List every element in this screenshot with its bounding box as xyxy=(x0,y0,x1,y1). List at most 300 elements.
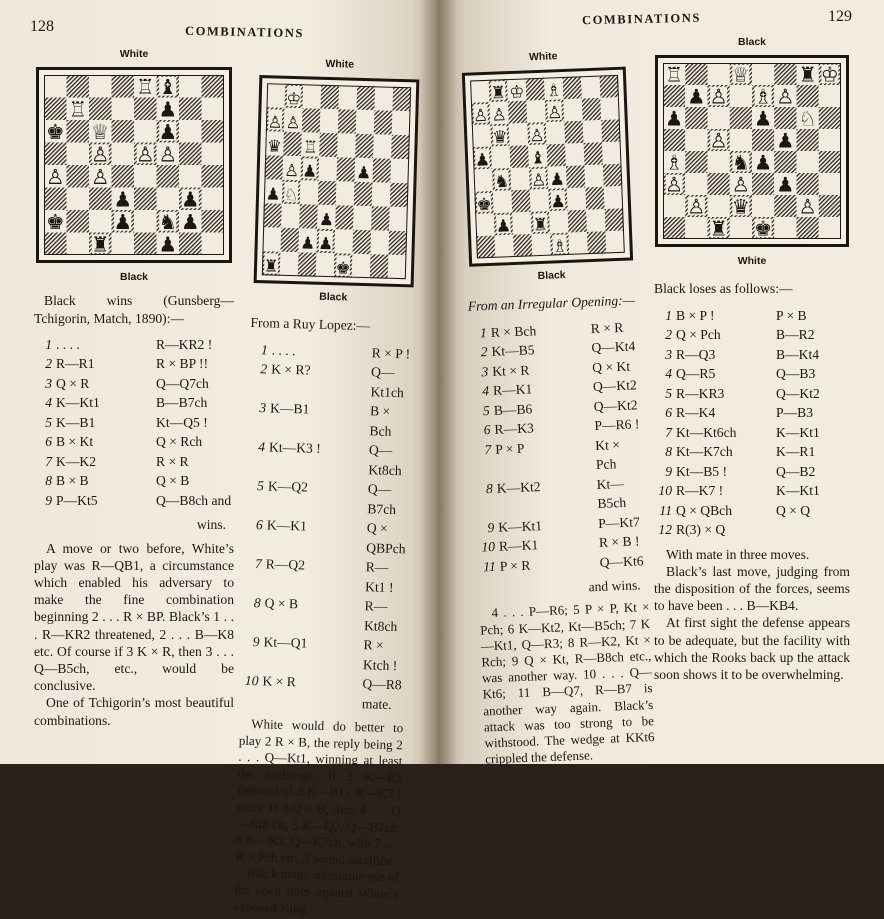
commentary-paragraph: One of Tchigorin’s most beautiful combinations. xyxy=(34,695,234,728)
dark-square xyxy=(372,158,391,182)
light-square xyxy=(708,63,730,85)
black-move: Q—B8ch and xyxy=(156,492,232,508)
move-number: 1 xyxy=(45,336,52,352)
dark-square xyxy=(774,107,796,129)
move-number: 9 xyxy=(487,519,495,535)
black-queen-icon: ♛ xyxy=(492,127,509,149)
light-square xyxy=(470,80,489,103)
dark-square xyxy=(302,108,321,132)
diagram-top-label: White xyxy=(119,48,149,60)
light-square xyxy=(495,235,514,258)
move-list xyxy=(34,335,234,511)
black-move: P × B xyxy=(776,307,807,323)
move-number: 4 xyxy=(258,439,266,455)
black-move: K—R1 xyxy=(776,444,816,460)
black-knight-icon: ♞ xyxy=(493,172,510,193)
black-move: Q—R8 mate. xyxy=(361,676,402,712)
move-row xyxy=(34,452,234,472)
board-grid xyxy=(663,63,841,239)
dark-square xyxy=(44,98,67,121)
black-pawn-icon: ♟ xyxy=(158,120,178,145)
white-pawn-icon: ♙ xyxy=(491,105,508,126)
dark-square xyxy=(263,203,282,227)
dark-square xyxy=(335,205,354,229)
move-number: 4 xyxy=(45,395,52,411)
dark-square xyxy=(298,252,317,276)
black-move: Q—Kt2 xyxy=(593,396,638,414)
white-rook-icon: ♖ xyxy=(302,137,319,158)
white-bishop-icon: ♗ xyxy=(665,150,684,175)
white-pawn-icon: ♙ xyxy=(731,172,750,197)
white-pawn-icon: ♙ xyxy=(798,194,817,219)
light-square xyxy=(819,85,841,107)
light-square xyxy=(337,133,356,157)
move-number: 10 xyxy=(481,539,496,555)
right-page xyxy=(438,0,884,767)
light-square xyxy=(532,234,551,257)
black-move: Q × Rch xyxy=(156,434,203,450)
black-move: Q—B3 xyxy=(776,366,816,382)
dark-square xyxy=(112,120,135,143)
dark-square xyxy=(134,233,157,256)
black-move: Q × Kt xyxy=(591,358,631,375)
black-pawn-icon: ♟ xyxy=(754,150,773,175)
black-king-icon: ♚ xyxy=(335,258,351,279)
white-knight-icon: ♘ xyxy=(798,106,817,131)
white-move: . . . . xyxy=(56,336,80,352)
light-square xyxy=(491,146,510,169)
black-move: R × Ktch ! xyxy=(362,637,398,673)
black-move: R—Kt1 ! xyxy=(364,559,394,595)
dark-square xyxy=(797,129,819,151)
move-number: 7 xyxy=(254,556,262,572)
chess-diagram xyxy=(36,67,232,263)
black-move: K—Kt1 xyxy=(776,483,820,499)
move-number: 2 xyxy=(260,361,268,377)
light-square xyxy=(202,188,225,211)
black-move xyxy=(776,520,850,540)
white-move: R—K1 xyxy=(498,537,539,554)
white-move: K—Q2 xyxy=(267,478,309,495)
light-square xyxy=(134,120,157,143)
dark-square xyxy=(797,173,819,195)
black-pawn-icon: ♟ xyxy=(318,210,335,230)
black-pawn-icon: ♟ xyxy=(356,163,372,183)
light-square xyxy=(388,255,407,279)
black-move: Kt—Q5 ! xyxy=(156,414,208,430)
move-number: 3 xyxy=(45,375,52,391)
light-square xyxy=(819,173,841,195)
black-move: Kt—B5ch xyxy=(596,475,627,512)
light-square xyxy=(389,207,408,231)
white-pawn-icon: ♙ xyxy=(546,103,563,124)
light-square xyxy=(202,98,225,121)
dark-square xyxy=(202,120,225,143)
white-pawn-icon: ♙ xyxy=(709,128,728,153)
light-square xyxy=(134,165,157,188)
black-move: P—B3 xyxy=(776,405,814,421)
light-square xyxy=(202,143,225,166)
light-square xyxy=(338,85,357,109)
dark-square xyxy=(774,151,796,173)
dark-square xyxy=(338,109,357,133)
light-square xyxy=(685,129,707,151)
black-move: Kt × Pch xyxy=(594,436,621,473)
black-move: Q—B7ch xyxy=(367,481,397,517)
running-head: COMBINATIONS xyxy=(581,10,702,28)
light-square xyxy=(511,168,530,191)
commentary-paragraph: White would do better to play 2 R × B, the reply being 2 . . . Q—Kt1, winning at least the exchange. If 3 K—R3 (instead of 3 K—B1), R—K3 ! wins. If 4 Q × B, then 4 . . . Q—Kt8 ch; 5 K—Q2, Q—B7ch; 6 K—K3, Q—K7ch, with 7 . . . R × Pch etc. A sound sacrifice. xyxy=(235,716,404,869)
black-rook-icon: ♜ xyxy=(532,215,549,236)
white-move: Q × B xyxy=(264,595,299,612)
light-square xyxy=(605,231,624,254)
move-row xyxy=(34,393,234,413)
diagram-top-label: White xyxy=(325,57,355,71)
dark-square xyxy=(774,195,796,217)
light-square xyxy=(546,122,565,145)
move-number: 7 xyxy=(45,453,52,469)
move-number: 10 xyxy=(658,483,672,499)
light-square xyxy=(797,151,819,173)
dark-square xyxy=(374,110,393,134)
dark-square xyxy=(157,165,180,188)
black-pawn-icon: ♟ xyxy=(776,172,795,197)
move-number: 5 xyxy=(45,414,52,430)
move-row xyxy=(34,432,234,452)
black-pawn-icon: ♟ xyxy=(302,161,318,182)
black-move: B—Kt4 xyxy=(776,346,820,362)
diagram-bottom-label: Black xyxy=(537,269,566,283)
dark-square xyxy=(320,85,339,109)
diagram-bottom-label: Black xyxy=(319,291,348,304)
dark-square xyxy=(370,254,389,278)
move-row xyxy=(654,442,850,462)
dark-square xyxy=(134,98,157,121)
white-move: K—Kt1 xyxy=(497,517,543,535)
light-square xyxy=(774,217,796,239)
light-square xyxy=(44,75,67,98)
dark-square xyxy=(67,120,90,143)
light-square xyxy=(353,206,372,230)
black-bishop-icon: ♝ xyxy=(529,148,546,169)
light-square xyxy=(356,110,375,134)
white-move: K—Kt2 xyxy=(496,478,541,496)
dark-square xyxy=(730,107,752,129)
light-square xyxy=(530,189,549,212)
commentary-paragraph: Black made admirable use of the open lines against White’s exposed King. xyxy=(233,865,400,916)
white-rook-icon: ♖ xyxy=(68,97,88,122)
chess-diagram xyxy=(254,75,420,287)
white-move: R—K4 xyxy=(676,405,716,421)
light-square xyxy=(819,217,841,239)
diagram-bottom-label: Black xyxy=(119,271,149,284)
move-row xyxy=(654,462,850,482)
dark-square xyxy=(392,87,411,111)
black-move: B—R2 xyxy=(776,327,815,343)
dark-square xyxy=(584,142,603,165)
white-move: Kt—B5 xyxy=(491,342,535,360)
dark-square xyxy=(179,98,202,121)
white-move: Q—R5 xyxy=(676,366,716,382)
light-square xyxy=(67,188,90,211)
light-square xyxy=(392,111,411,135)
light-square xyxy=(373,134,392,158)
light-square xyxy=(565,143,584,166)
dark-square xyxy=(265,155,284,179)
dark-square xyxy=(819,107,841,129)
white-move: R(3) × Q xyxy=(676,522,726,538)
light-square xyxy=(352,254,371,278)
light-square xyxy=(280,252,299,276)
move-row xyxy=(654,364,850,384)
black-king-icon: ♚ xyxy=(754,216,773,241)
column-ruy-lopez xyxy=(234,54,422,919)
black-move: Q—B2 xyxy=(776,463,816,479)
white-move: R—K3 xyxy=(494,420,535,437)
page-number: 128 xyxy=(30,18,54,35)
dark-square xyxy=(179,233,202,256)
move-row xyxy=(654,481,850,501)
move-row xyxy=(34,413,234,433)
commentary-paragraph: At first sight the defense appears to be adequate, but the facility with which the Rooks back up the attack soon shows it to be overwhelming. xyxy=(654,615,850,683)
move-number: 3 xyxy=(481,363,489,379)
white-move: Q × QBch xyxy=(676,502,732,518)
move-number: 12 xyxy=(658,522,672,538)
game-intro: Black wins (Gunsberg—Tchigorin, Match, 1890):— xyxy=(34,293,234,326)
light-square xyxy=(708,107,730,129)
dark-square xyxy=(685,63,707,85)
dark-square xyxy=(752,129,774,151)
black-move: Q × Q xyxy=(776,502,811,518)
white-move: P × R xyxy=(499,557,531,574)
dark-square xyxy=(510,145,529,168)
light-square xyxy=(730,129,752,151)
white-move: R—K1 xyxy=(492,381,533,399)
light-square xyxy=(730,85,752,107)
dark-square xyxy=(582,98,601,121)
move-number: 10 xyxy=(244,672,259,689)
white-move: K—Kt1 xyxy=(56,395,100,411)
move-row xyxy=(34,471,234,491)
dark-square xyxy=(526,78,545,101)
light-square xyxy=(179,120,202,143)
black-king-icon: ♚ xyxy=(476,194,493,216)
black-move: R—KR2 ! xyxy=(156,336,213,352)
dark-square xyxy=(318,181,337,205)
black-pawn-icon: ♟ xyxy=(300,233,316,254)
dark-square xyxy=(299,204,318,228)
move-row xyxy=(34,354,234,374)
black-move: B—B7ch xyxy=(156,395,208,411)
page-number: 129 xyxy=(828,8,852,25)
white-move: B × P ! xyxy=(676,307,715,323)
white-move: Kt × R xyxy=(491,362,530,379)
light-square xyxy=(600,97,619,120)
dark-square xyxy=(355,134,374,158)
black-rook-icon: ♜ xyxy=(709,216,728,241)
black-move: Q—Kt2 xyxy=(776,385,820,401)
black-move: K—Kt1 xyxy=(776,424,820,440)
white-move: K × R? xyxy=(270,361,311,378)
light-square xyxy=(604,186,623,209)
light-square xyxy=(202,233,225,256)
white-pawn-icon: ♙ xyxy=(665,172,684,197)
white-pawn-icon: ♙ xyxy=(530,170,547,192)
light-square xyxy=(336,181,355,205)
move-number: 1 xyxy=(260,341,268,357)
light-square xyxy=(685,217,707,239)
black-knight-icon: ♞ xyxy=(731,150,750,175)
move-number: 1 xyxy=(479,324,488,340)
light-square xyxy=(267,83,286,107)
dark-square xyxy=(336,157,355,181)
black-knight-icon: ♞ xyxy=(158,210,178,235)
white-move: Kt—K3 ! xyxy=(268,439,321,457)
dark-square xyxy=(371,206,390,230)
black-pawn-icon: ♟ xyxy=(113,210,133,235)
move-number: 1 xyxy=(665,307,672,323)
board-grid xyxy=(470,75,625,259)
move-row xyxy=(243,554,408,598)
white-pawn-icon: ♙ xyxy=(90,142,110,167)
dark-square xyxy=(663,85,685,107)
move-trailer: wins. xyxy=(196,517,226,533)
light-square xyxy=(89,75,112,98)
move-row xyxy=(473,434,644,479)
dark-square xyxy=(605,208,624,231)
black-move: R × R xyxy=(590,319,624,336)
light-square xyxy=(316,253,335,277)
white-pawn-icon: ♙ xyxy=(285,113,301,133)
white-move: B × B xyxy=(56,473,89,489)
black-move: Q—Kt4 xyxy=(591,338,636,356)
move-row xyxy=(654,423,850,443)
light-square xyxy=(752,63,774,85)
black-pawn-icon: ♟ xyxy=(113,187,133,212)
light-square xyxy=(730,217,752,239)
move-number: 11 xyxy=(659,502,672,518)
white-pawn-icon: ♙ xyxy=(284,161,300,181)
dark-square xyxy=(563,76,582,99)
move-number: 3 xyxy=(665,346,672,362)
light-square xyxy=(512,212,531,235)
black-pawn-icon: ♟ xyxy=(158,97,178,122)
black-move: Q—Kt8ch xyxy=(368,442,402,478)
commentary-paragraph: 4 . . . P—R6; 5 P × P, Kt × Pch; 6 K—Kt2, Kt—B5ch; 7 K—Kt1, Q—R3; 8 R—K2, Kt × Rch; 9 Q × Kt, R—B8ch etc., was another way. 10 . . . Q—Kt6; 11 B—Q7, R—B7 is another way again. Black’s attack was too strong to be withstood. The wedge at KKt6 crippled the defense. xyxy=(479,599,655,767)
white-move: . . . . xyxy=(271,342,296,358)
move-row xyxy=(654,403,850,423)
light-square xyxy=(708,151,730,173)
black-rook-icon: ♜ xyxy=(798,62,817,87)
black-rook-icon: ♜ xyxy=(263,256,279,277)
game-intro: From a Ruy Lopez:— xyxy=(250,315,371,334)
white-pawn-icon: ♙ xyxy=(529,126,546,147)
move-row xyxy=(247,398,412,442)
light-square xyxy=(281,204,300,228)
black-move: R—Kt8ch xyxy=(363,598,398,634)
black-king-icon: ♚ xyxy=(45,120,65,145)
move-number: 3 xyxy=(259,400,267,416)
light-square xyxy=(708,195,730,217)
light-square xyxy=(567,188,586,211)
black-bishop-icon: ♝ xyxy=(158,75,178,100)
black-pawn-icon: ♟ xyxy=(687,84,706,109)
white-pawn-icon: ♙ xyxy=(45,165,65,190)
dark-square xyxy=(67,165,90,188)
black-move: Q—Kt6 xyxy=(599,552,644,570)
black-pawn-icon: ♟ xyxy=(665,106,684,131)
black-pawn-icon: ♟ xyxy=(474,150,491,172)
move-row xyxy=(246,437,411,481)
dark-square xyxy=(587,231,606,254)
light-square xyxy=(112,143,135,166)
black-pawn-icon: ♟ xyxy=(158,232,178,257)
white-move: Kt—Q1 xyxy=(263,634,308,651)
black-move: P—Kt7 xyxy=(597,513,640,531)
move-number: 6 xyxy=(255,517,264,533)
light-square xyxy=(584,165,603,188)
dark-square xyxy=(513,234,532,257)
move-row xyxy=(34,374,234,394)
white-move: Q × R xyxy=(56,375,90,391)
move-trailer: and wins. xyxy=(588,577,641,595)
move-number: 8 xyxy=(665,444,672,460)
light-square xyxy=(475,213,494,236)
black-move: P—R6 ! xyxy=(594,416,640,434)
move-row xyxy=(654,501,850,521)
column-black-loses xyxy=(654,34,850,683)
white-move: K—B1 xyxy=(269,400,310,417)
light-square xyxy=(509,123,528,146)
dark-square xyxy=(663,217,685,239)
move-row xyxy=(242,593,407,637)
dark-square xyxy=(67,75,90,98)
white-king-icon: ♔ xyxy=(286,89,302,109)
light-square xyxy=(472,125,491,148)
black-move: Q × QBPch xyxy=(366,520,406,556)
move-number: 5 xyxy=(482,402,491,418)
black-move: Q—Q7ch xyxy=(156,375,209,391)
column-gunsberg xyxy=(34,46,234,729)
light-square xyxy=(526,100,545,123)
dark-square xyxy=(44,188,67,211)
move-number: 9 xyxy=(252,634,260,650)
white-pawn-icon: ♙ xyxy=(709,84,728,109)
light-square xyxy=(819,129,841,151)
move-row xyxy=(245,476,410,520)
white-pawn-icon: ♙ xyxy=(472,106,489,127)
white-pawn-icon: ♙ xyxy=(135,142,155,167)
dark-square xyxy=(202,75,225,98)
white-move: R—Q3 xyxy=(676,346,716,362)
light-square xyxy=(302,84,321,108)
white-move: Kt—B5 ! xyxy=(676,463,727,479)
dark-square xyxy=(356,86,375,110)
running-head: COMBINATIONS xyxy=(184,23,305,41)
black-pawn-icon: ♟ xyxy=(495,216,512,238)
dark-square xyxy=(319,133,338,157)
dark-square xyxy=(685,151,707,173)
black-move: R × BP !! xyxy=(156,356,209,372)
game-intro: Black loses as follows:— xyxy=(654,281,793,297)
white-move: K—K2 xyxy=(56,453,97,469)
light-square xyxy=(372,182,391,206)
light-square xyxy=(300,180,319,204)
light-square xyxy=(549,211,568,234)
light-square xyxy=(390,159,409,183)
light-square xyxy=(89,210,112,233)
white-bishop-icon: ♗ xyxy=(551,236,568,258)
